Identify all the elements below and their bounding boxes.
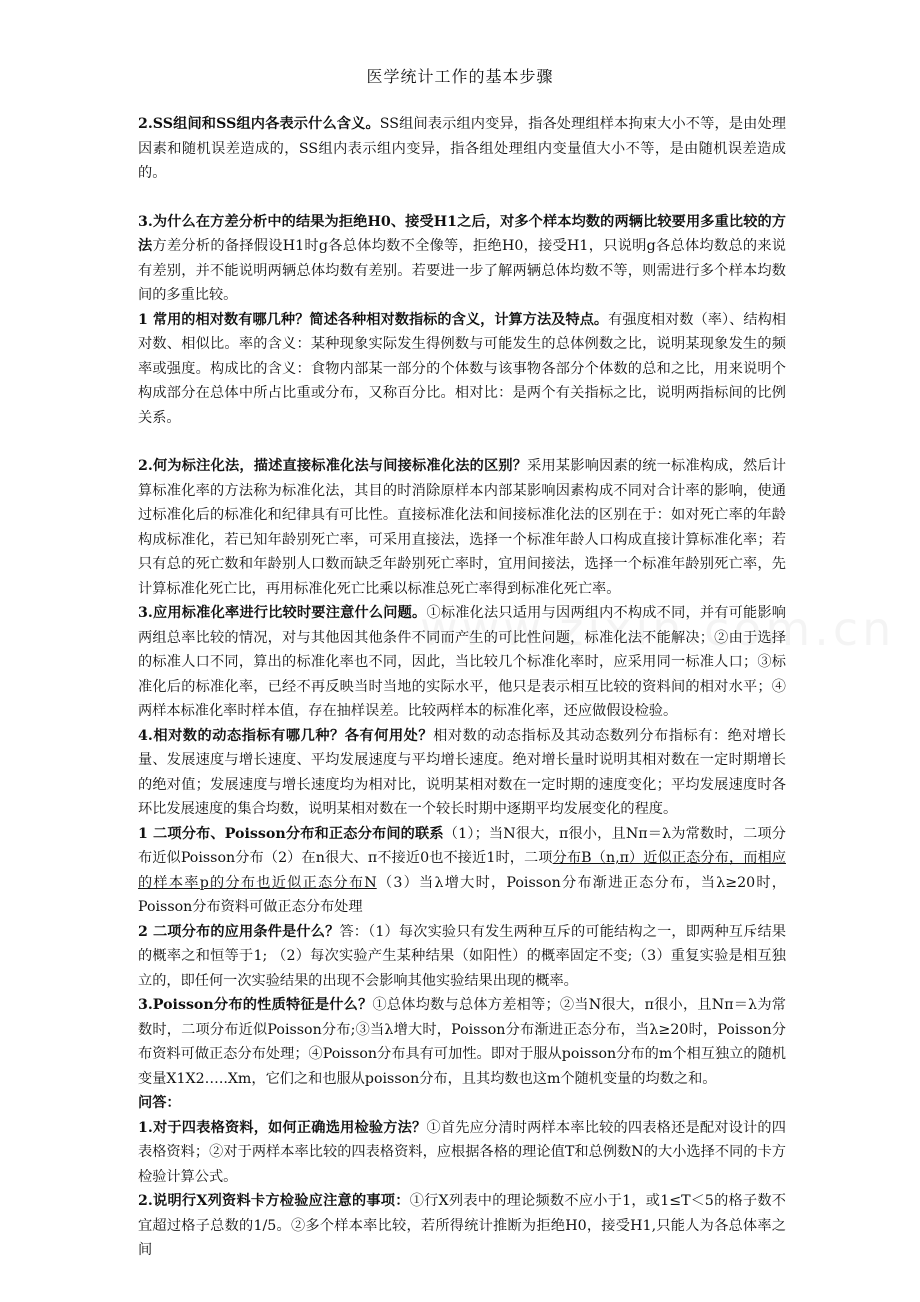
question: 2 二项分布的应用条件是什么？: [138, 923, 340, 940]
paragraph-standardization: [138, 454, 786, 601]
question: 2.SS组间和SS组内各表示什么含义。: [138, 116, 380, 132]
paragraph-poisson-properties: [138, 993, 786, 1091]
question: 1 常用的相对数有哪几种？简述各种相对数指标的含义，计算方法及特点。: [138, 311, 609, 328]
question: 3.为什么在方差分析中的结果为拒绝H0、接受H1之后，对多个样本均数的两辆比较要用多重比较的方法: [138, 213, 786, 254]
answer: ①总体均数与总体方差相等；②当N很大，π很小，且Nπ＝λ为常数时，二项分布近似Poisson分布;③当λ增大时，Poisson分布渐进正态分布，当λ≥20时，Poisson分布资料可做正态分布处理；④Poisson分布具有可加性。即对于服从poisson分布的m个相互独立的随机变量X1X2…..Xm，它们之和也服从poisson分布，且其均数也这m个随机变量的均数之和。: [138, 997, 786, 1087]
question: 2.何为标注化法，描述直接标准化法与间接标准化法的区别？: [138, 458, 528, 474]
question: 3.应用标准化率进行比较时要注意什么问题。: [138, 605, 427, 621]
paragraph-rxc-chisquare: [138, 1189, 786, 1263]
question: 3.Poisson分布的性质特征是什么？: [138, 997, 373, 1013]
answer: 有强度相对数（率）、结构相对数、相似比。率的含义：某种现象实际发生得例数与可能发生的总体例数之比，说明某现象发生的频率或强度。构成比的含义：食物内部某一部分的个体数与该事物各部分个体数的总和之比，用来说明个构成部分在总体中所占比重或分布，又称百分比。相对比：是两个有关指标之比，说明两指标间的比例关系。: [138, 311, 786, 426]
paragraph-dynamic-indicators: [138, 724, 786, 822]
question: 4.相对数的动态指标有哪几种？各有何用处？: [138, 727, 434, 744]
paragraph-standardization-notes: [138, 601, 786, 724]
paragraph-ss: [138, 112, 786, 186]
paragraph-relative-numbers: [138, 308, 786, 431]
answer-continued: （3）当λ增大时，Poisson分布渐进正态分布，当λ≥20时，Poisson分布资料可做正态分布处理: [138, 874, 786, 915]
underlined-text: 分布B（n,π）近似正态分布，而相应的样本率p的分布也近似正态分布N: [138, 850, 786, 891]
answer: 答：（1）每次实验只有发生两种互斥的可能结构之一，即两种互斥结果的概率之和恒等于1; （2）每次实验产生某种结果（如阳性）的概率固定不变;（3）重复实验是相互独立的，即任何一次实验结果的出现不会影响其他实验结果出现的概率。: [138, 923, 787, 989]
answer: ①行X列表中的理论频数不应小于1，或1≤T＜5的格子数不宜超过格子总数的1/5。②多个样本率比较，若所得统计推断为拒绝H0，接受H1,只能人为各总体率之间: [138, 1193, 786, 1258]
answer: 方差分析的备择假设H1时g各总体均数不全像等，拒绝H0，接受H1，只说明g各总体均数总的来说有差别，并不能说明两辆总体均数有差别。若要进一步了解两辆总体均数不等，则需进行多个样本均数间的多重比较。: [138, 238, 786, 303]
answer: 采用某影响因素的统一标准构成，然后计算标准化率的方法称为标准化法，其目的时消除原样本内部某影响因素构成不同对合计率的影响，使通过标准化后的标准化和纪律具有可比性。直接标准化法和间接标准化法的区别在于：如对死亡率的年龄构成标准化，若已知年龄别死亡率，可采用直接法，选择一个标准年龄人口构成直接计算标准化率；若只有总的死亡数和年龄别人口数而缺乏年龄别死亡率时，宜用间接法，选择一个标准年龄别死亡率，先计算标准化死亡比，再用标准化死亡比乘以标准总死亡率得到标准化死亡率。: [138, 458, 786, 597]
heading: 问答：: [138, 1095, 181, 1111]
answer: ①首先应分清时两样本率比较的四表格还是配对设计的四表格资料；②对于两样本率比较的四表格资料，应根据各格的理论值T和总例数N的大小选择不同的卡方检验计算公式。: [138, 1119, 786, 1185]
paragraph-fourfold-table: [138, 1116, 786, 1190]
paragraph-binomial-conditions: [138, 920, 786, 994]
question: 1.对于四表格资料，如何正确选用检验方法？: [138, 1119, 427, 1136]
answer: ①标准化法只适用与因两组内不构成不同，并有可能影响两组总率比较的情况，对与其他因其他条件不同而产生的可比性问题，标准化法不能解决；②由于选择的标准人口不同，算出的标准化率也不同，因此，当比较几个标准化率时，应采用同一标准人口；③标准化后的标准化率，已经不再反映当时当地的实际水平，他只是表示相互比较的资料间的相对水平；④两样本标准化率时样本值，存在抽样误差。比较两样本的标准化率，还应做假设检验。: [138, 605, 786, 719]
document-body: [138, 112, 786, 1263]
paragraph-distribution-relations: [138, 822, 786, 920]
paragraph-multiple-comparison: [138, 210, 786, 308]
section-heading: [138, 1091, 786, 1116]
answer: SS组间表示组内变异，指各处理组样本拘束大小不等，是由处理因素和随机误差造成的，SS组内表示组内变异，指各组处理组内变量值大小不等，是由随机误差造成的。: [138, 116, 786, 181]
answer: 相对数的动态指标及其动态数列分布指标有：绝对增长量、发展速度与增长速度、平均发展速度与平均增长速度。绝对增长量时说明其相对数在一定时期增长的绝对值；发展速度与增长速度均为相对比，说明某相对数在一定时期的速度变化；平均发展速度时各环比发展速度的集合均数，说明某相对数在一个较长时期中逐期平均发展变化的程度。: [138, 727, 786, 817]
page-title: 医学统计工作的基本步骤: [366, 67, 554, 86]
question: 2.说明行X列资料卡方检验应注意的事项：: [138, 1193, 410, 1209]
question: 1 二项分布、Poisson分布和正态分布间的联系: [138, 825, 444, 842]
answer: （1）；当N很大，π很小，且Nπ＝λ为常数时，二项分布近似Poisson分布（2）在n很大、π不接近0也不接近1时，二项: [138, 825, 786, 866]
